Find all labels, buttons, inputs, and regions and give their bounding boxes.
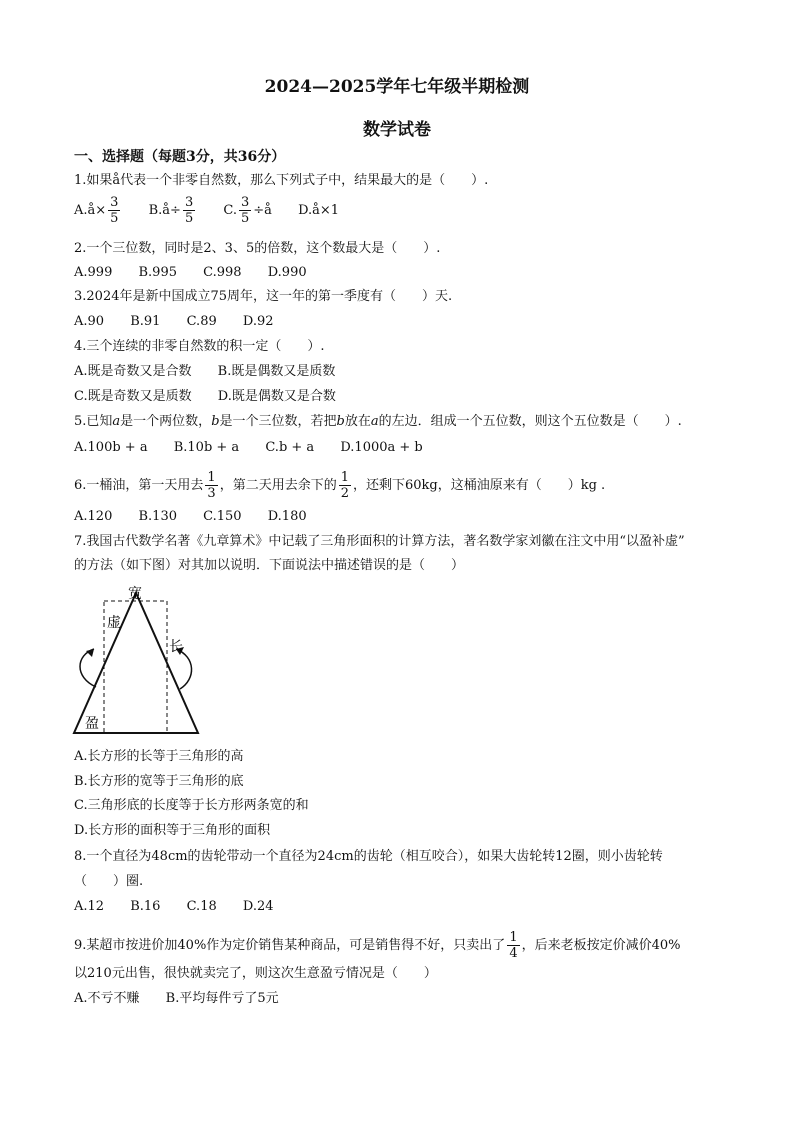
option-b[interactable]: B.长方形的宽等于三角形的底 [74,774,244,789]
fraction-one-third: $\frac{1}{3}$ [207,470,216,501]
option-c[interactable]: C. $\frac{3}{5}$ ÷å [223,195,272,226]
option-c[interactable]: C.18 [186,899,217,914]
option-a[interactable]: A.长方形的长等于三角形的高 [74,749,244,764]
question-5-options [74,439,445,457]
exam-title: 2024—2025学年七年级半期检测 [264,77,530,97]
option-d[interactable]: D.24 [242,899,274,914]
option-b[interactable]: B.10b + a [173,440,240,455]
option-a[interactable]: A.不亏不赚 [74,991,140,1006]
left-curved-arrow-icon [80,649,96,687]
fraction-one-quarter: $\frac{1}{4}$ [509,930,518,961]
option-d[interactable]: D.长方形的面积等于三角形的面积 [74,823,271,838]
option-d[interactable]: D.990 [267,265,307,280]
option-b[interactable]: B.å÷ $\frac{3}{5}$ [148,195,194,226]
option-c[interactable]: C.既是奇数又是质数 [74,389,192,404]
label-kuan: 宽 [128,586,142,602]
option-b[interactable]: B.平均每件亏了5元 [165,991,279,1006]
section-heading: 一、选择题（每题3分，共36分） [74,149,286,165]
question-9-stem-line2: 以210元出售，很快就卖完了，则这次生意盈亏情况是（ ） [74,966,437,981]
question-1-options [74,195,361,226]
option-b[interactable]: B.995 [138,265,177,280]
option-d[interactable]: D.180 [267,509,307,524]
option-c[interactable]: C.998 [203,265,242,280]
question-2-options [74,264,329,282]
label-chang: 长 [169,639,183,655]
label-ying: 盈 [85,716,99,732]
option-c[interactable]: C.150 [203,509,242,524]
option-d[interactable]: D.既是偶数又是合数 [217,389,336,404]
option-b[interactable]: B.91 [130,314,161,329]
triangle [74,593,198,733]
option-a[interactable]: A.120 [74,509,113,524]
question-8-stem-line1: 8.一个直径为48cm的齿轮带动一个直径为24cm的齿轮（相互咬合），如果大齿轮转12圈，则小齿轮转 [74,849,663,864]
option-a[interactable]: A.999 [74,265,113,280]
option-a[interactable]: A.100b + a [74,440,148,455]
option-c[interactable]: C.三角形底的长度等于长方形两条宽的和 [74,798,309,813]
triangle-rectangle-figure [70,585,230,745]
question-7-stem-line2: 的方法（如下图）对其加以说明．下面说法中描述错误的是（ ） [74,558,465,573]
question-7-stem-line1: 7.我国古代数学名著《九章算术》中记载了三角形面积的计算方法，著名数学家刘徽在注文中用“以盈补虚” [74,534,685,549]
right-curved-arrow-icon [176,649,192,689]
question-6-options [74,508,329,526]
option-d[interactable]: D.92 [242,314,274,329]
question-3-stem: 3.2024年是新中国成立75周年，这一年的第一季度有（ ）天. [74,289,453,304]
question-4-options-row2 [74,388,358,406]
question-9-options [74,990,301,1008]
question-8-options [74,898,296,916]
question-4-stem: 4.三个连续的非零自然数的积一定（ ）. [74,339,325,354]
option-a[interactable]: A.90 [74,314,105,329]
option-b[interactable]: B.130 [138,509,177,524]
question-4-options-row1 [74,363,357,381]
option-c[interactable]: C.b + a [265,440,315,455]
label-xu: 虚 [107,615,121,631]
option-a[interactable]: A.å× $\frac{3}{5}$ [74,195,119,226]
question-3-options [74,313,296,331]
question-9-stem-line1: 9.某超市按进价加40%作为定价销售某种商品，可是销售得不好，只卖出了 $\frac{1}{4}$ ，后来老板按定价减价40% [74,930,681,961]
exam-subtitle: 数学试卷 [363,120,431,140]
option-b[interactable]: B.16 [130,899,161,914]
question-6-stem: 6.一桶油，第一天用去 $\frac{1}{3}$ ，第二天用去余下的 $\frac{1}{2}$ ，还剩下60kg，这桶油原来有（ ）kg . [74,470,606,501]
option-d[interactable]: D.1000a + b [340,440,423,455]
fraction-one-half: $\frac{1}{2}$ [340,470,349,501]
option-a[interactable]: A.既是奇数又是合数 [74,364,192,379]
question-8-stem-line2: （ ）圈. [74,874,144,889]
option-d[interactable]: D.å×1 [298,203,340,218]
option-c[interactable]: C.89 [186,314,217,329]
question-1-stem: 1.如果å代表一个非零自然数，那么下列式子中，结果最大的是（ ）. [74,173,489,188]
option-a[interactable]: A.12 [74,899,105,914]
question-2-stem: 2.一个三位数，同时是2、3、5的倍数，这个数最大是（ ）. [74,241,441,256]
question-5-stem: 5.已知a是一个两位数，b是一个三位数，若把b放在a的左边．组成一个五位数，则这个五位数是（ ）. [74,414,682,429]
option-b[interactable]: B.既是偶数又是质数 [217,364,336,379]
